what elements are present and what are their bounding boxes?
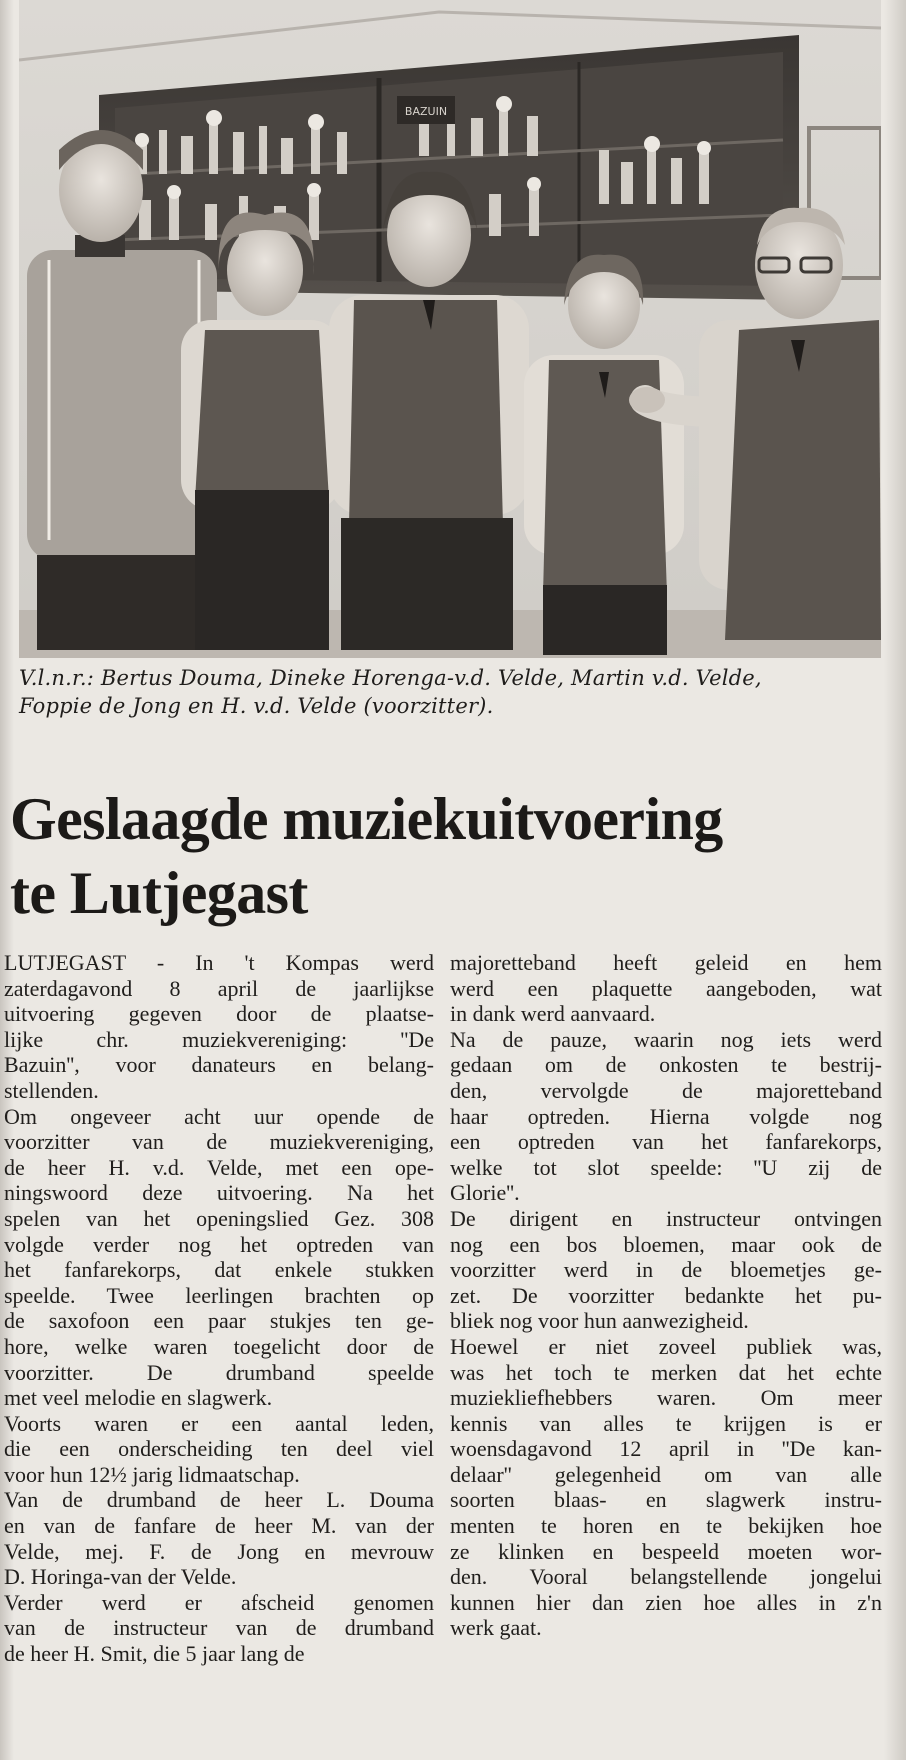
article-column-left bbox=[4, 950, 434, 1667]
article-line: den. Vooral belangstellende jongelui bbox=[450, 1564, 882, 1590]
article-line: Om ongeveer acht uur opende de bbox=[4, 1103, 434, 1129]
headline-line: Geslaagde muziekuitvoering bbox=[10, 786, 723, 852]
article-line: Glorie''. bbox=[450, 1180, 520, 1206]
article-line: het fanfarekorps, dat enkele stukken bbox=[4, 1257, 434, 1283]
article-headline bbox=[10, 782, 890, 930]
article-line: Verder werd er afscheid genomen bbox=[4, 1589, 434, 1615]
cabinet-sign-text: BAZUIN bbox=[404, 105, 448, 118]
article-line: kennis van alles te krijgen is er bbox=[450, 1410, 882, 1436]
article-line: met veel melodie en slagwerk. bbox=[4, 1385, 273, 1411]
article-line: werd een plaquette aangeboden, wat bbox=[450, 975, 882, 1001]
article-line: Bazuin'', voor danateurs en belang- bbox=[4, 1052, 434, 1078]
article-line: haar optreden. Hierna volgde nog bbox=[450, 1103, 882, 1129]
article-line: de heer H. v.d. Velde, met een ope- bbox=[4, 1154, 434, 1180]
article-line: Velde, mej. F. de Jong en mevrouw bbox=[4, 1538, 434, 1564]
article-line: ningswoord deze uitvoering. Na het bbox=[4, 1180, 434, 1206]
article-line: Van de drumband de heer L. Douma bbox=[4, 1487, 434, 1513]
article-line: voorzitter van de muziekvereniging, bbox=[4, 1129, 434, 1155]
article-line: welke tot slot speelde: ''U zij de bbox=[450, 1154, 882, 1180]
article-line: nog een bos bloemen, maar ook de bbox=[450, 1231, 882, 1257]
article-line: lijke chr. muziekvereniging: ''De bbox=[4, 1026, 434, 1052]
article-line: een optreden van het fanfarekorps, bbox=[450, 1129, 882, 1155]
article-line: soorten blaas- en slagwerk instru- bbox=[450, 1487, 882, 1513]
article-column-right bbox=[450, 950, 882, 1641]
article-line: woensdagavond 12 april in ''De kan- bbox=[450, 1436, 882, 1462]
article-line: De dirigent en instructeur ontvingen bbox=[450, 1205, 882, 1231]
article-line: in dank werd aanvaard. bbox=[450, 1001, 656, 1027]
article-line: en van de fanfare de heer M. van der bbox=[4, 1513, 434, 1539]
article-line: Hoewel er niet zoveel publiek was, bbox=[450, 1333, 882, 1359]
article-line: stellenden. bbox=[4, 1077, 99, 1103]
article-line: LUTJEGAST - In 't Kompas werd bbox=[4, 950, 434, 975]
headline-line: te Lutjegast bbox=[10, 860, 308, 926]
group-photo bbox=[19, 0, 881, 658]
article-line: delaar'' gelegenheid om van alle bbox=[450, 1461, 882, 1487]
article-line: kunnen hier dan zien hoe alles in z'n bbox=[450, 1589, 882, 1615]
article-line: spelen van het openingslied Gez. 308 bbox=[4, 1205, 434, 1231]
article-line: bliek nog voor hun aanwezigheid. bbox=[450, 1308, 749, 1334]
article-line: menten te horen en te bekijken hoe bbox=[450, 1513, 882, 1539]
article-line: hore, welke waren toegelicht door de bbox=[4, 1333, 434, 1359]
photo-caption bbox=[19, 664, 883, 720]
article-line: den, vervolgde de majoretteband bbox=[450, 1077, 882, 1103]
article-line: voorzitter. De drumband speelde bbox=[4, 1359, 434, 1385]
article-line: van de instructeur van de drumband bbox=[4, 1615, 434, 1641]
article-line: ze klinken en bespeeld moeten wor- bbox=[450, 1538, 882, 1564]
article-line: voor hun 12½ jarig lidmaatschap. bbox=[4, 1461, 300, 1487]
article-line: gedaan om de onkosten te bestrij- bbox=[450, 1052, 882, 1078]
article-line: de heer H. Smit, die 5 jaar lang de bbox=[4, 1641, 305, 1667]
caption-line: V.l.n.r.: Bertus Douma, Dineke Horenga-v.d. Velde, Martin v.d. Velde, bbox=[19, 666, 762, 690]
article-line: muziekliefhebbers waren. Om meer bbox=[450, 1385, 882, 1411]
article-line: volgde verder nog het optreden van bbox=[4, 1231, 434, 1257]
article-line: de saxofoon een paar stukjes ten ge- bbox=[4, 1308, 434, 1334]
article-line: was het toch te merken dat het echte bbox=[450, 1359, 882, 1385]
article-line: werk gaat. bbox=[450, 1615, 542, 1641]
article-line: D. Horinga-van der Velde. bbox=[4, 1564, 237, 1590]
article-line: zet. De voorzitter bedankte het pu- bbox=[450, 1282, 882, 1308]
article-line: speelde. Twee leerlingen brachten op bbox=[4, 1282, 434, 1308]
article-line: zaterdagavond 8 april de jaarlijkse bbox=[4, 975, 434, 1001]
article-line: uitvoering gegeven door de plaatse- bbox=[4, 1001, 434, 1027]
article-line: Voorts waren er een aantal leden, bbox=[4, 1410, 434, 1436]
article-line: die een onderscheiding ten deel viel bbox=[4, 1436, 434, 1462]
article-line: majoretteband heeft geleid en hem bbox=[450, 950, 882, 975]
article-line: voorzitter werd in de bloemetjes ge- bbox=[450, 1257, 882, 1283]
article-line: Na de pauze, waarin nog iets werd bbox=[450, 1026, 882, 1052]
caption-line: Foppie de Jong en H. v.d. Velde (voorzitter). bbox=[19, 694, 494, 718]
photo-illustration bbox=[19, 0, 881, 658]
